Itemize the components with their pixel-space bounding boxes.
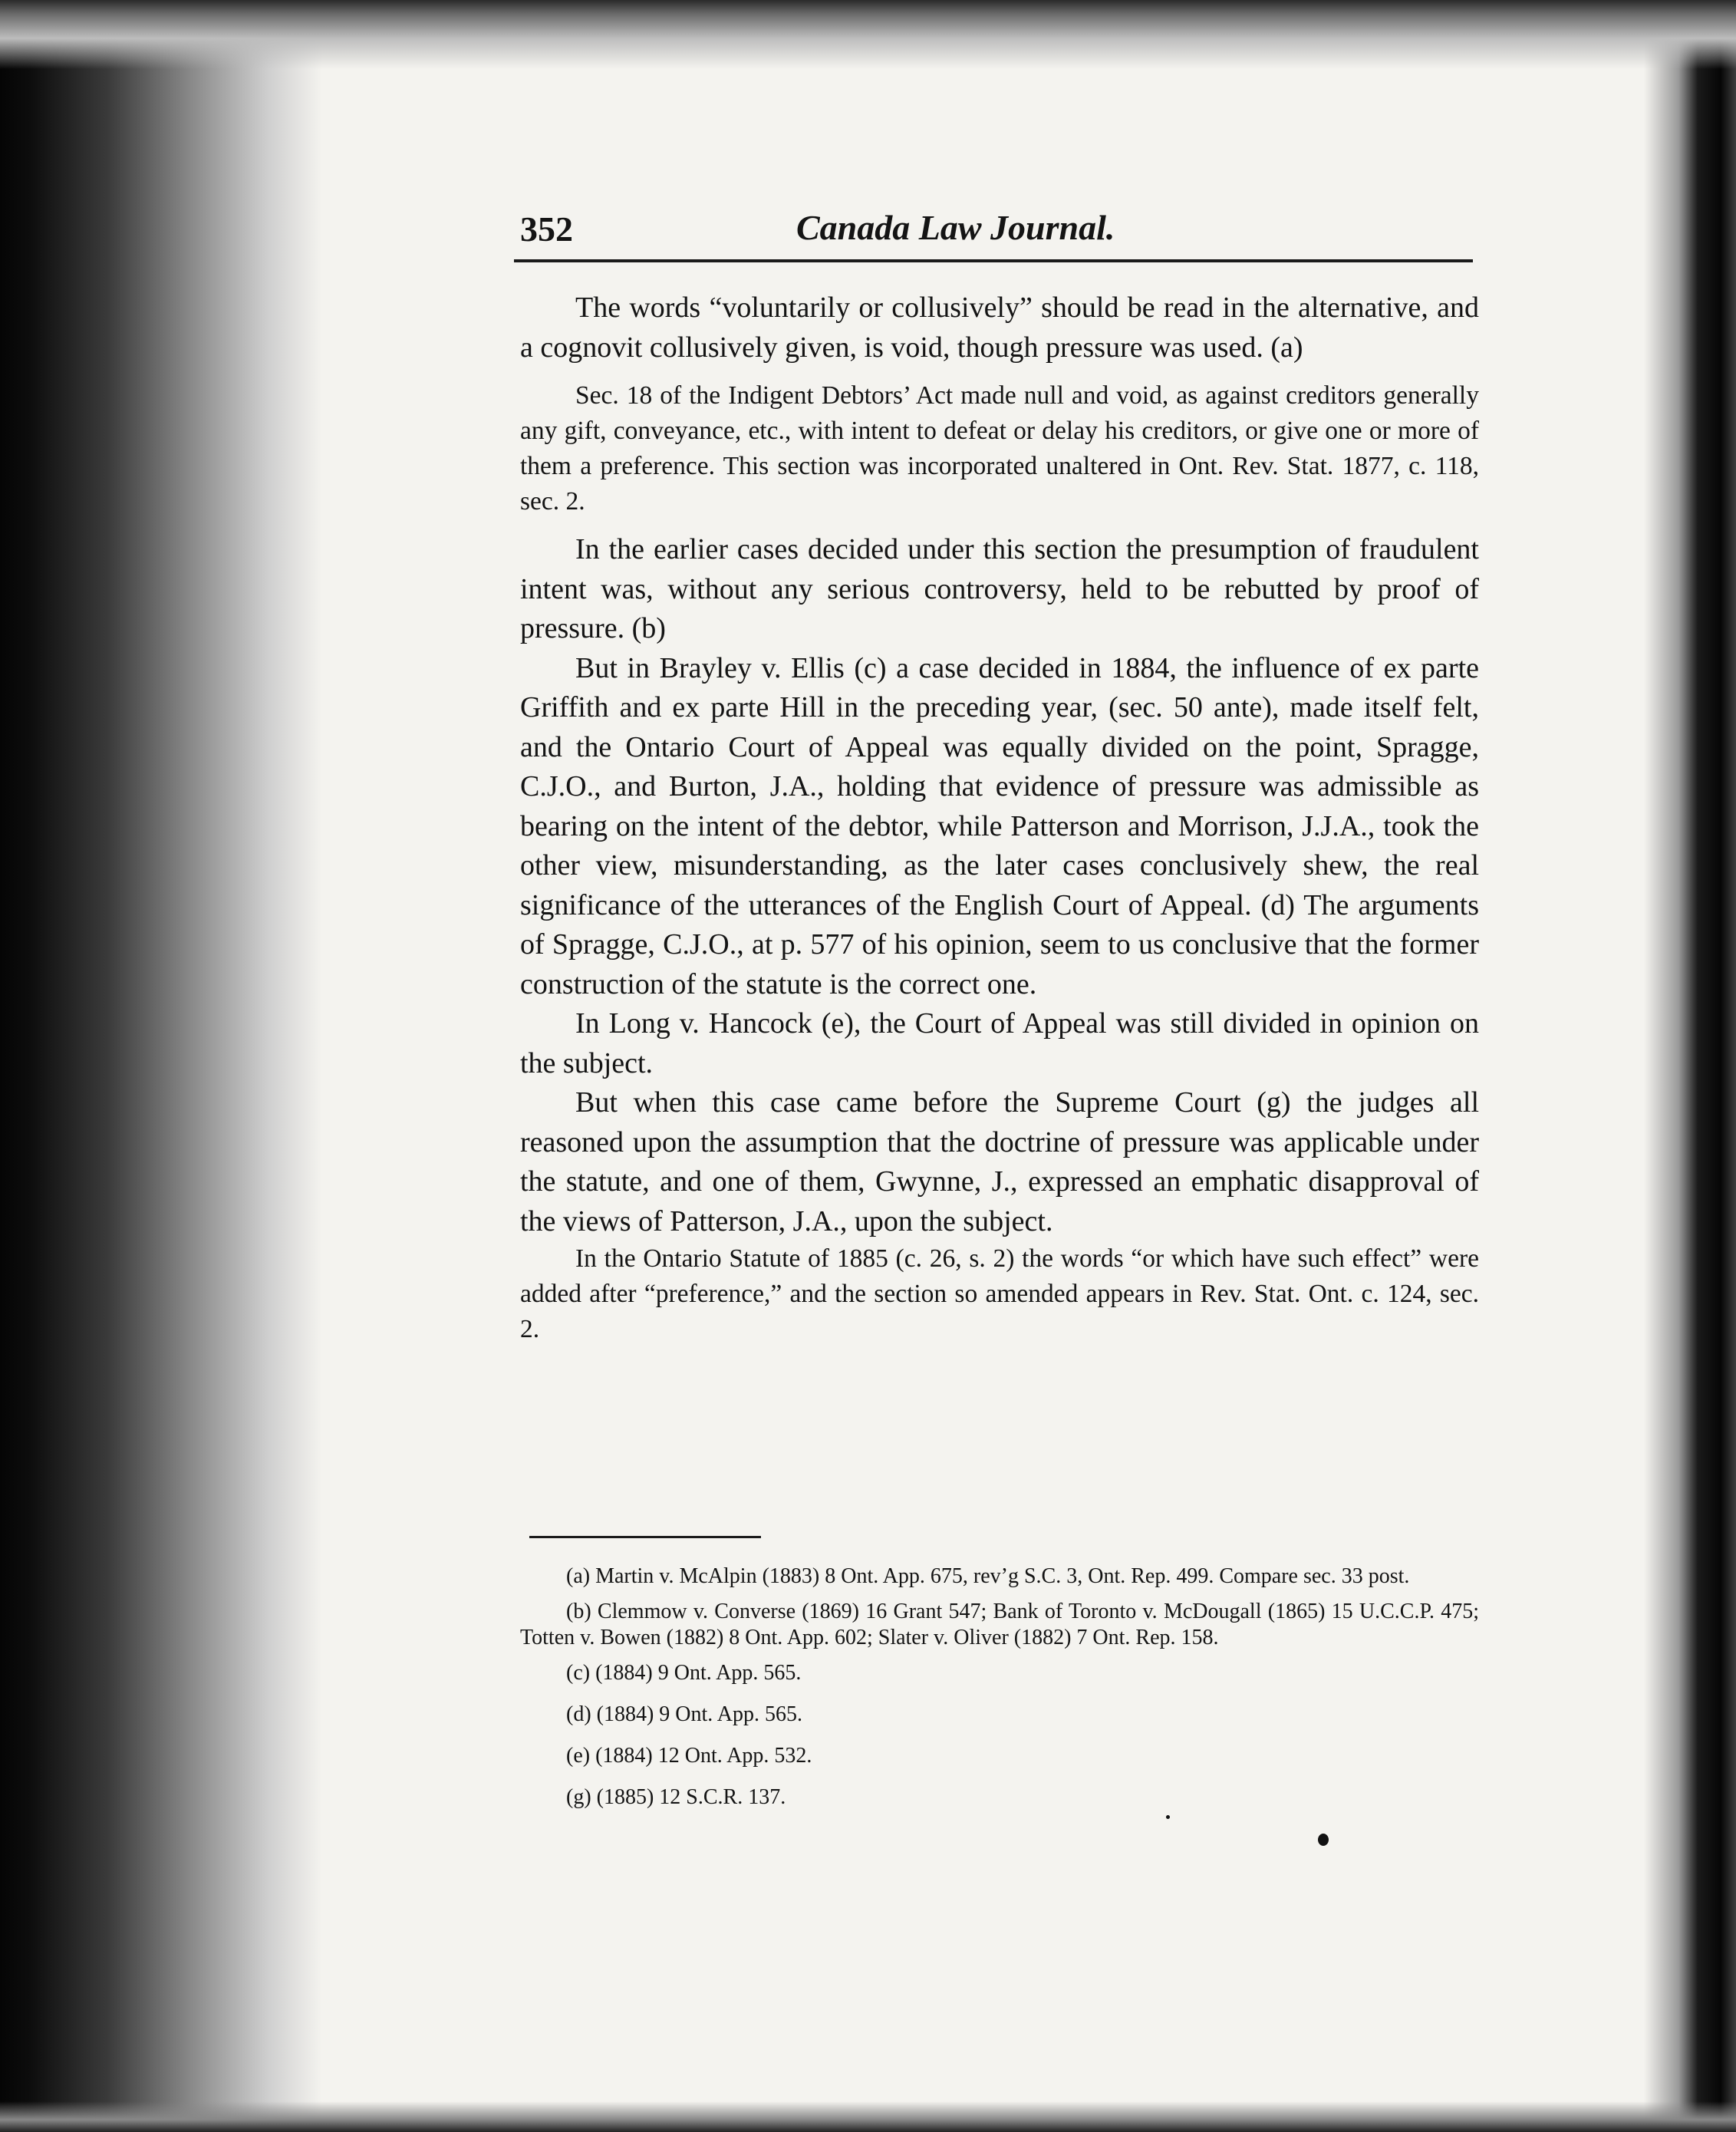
footnote-a: (a) Martin v. McAlpin (1883) 8 Ont. App. 675, rev’g S.C. 3, Ont. Rep. 499. Compare sec. 33 post. <box>566 1564 1410 1588</box>
footnote-e: (e) (1884) 12 Ont. App. 532. <box>566 1744 812 1768</box>
paragraph-6: But when this case came before the Supreme Court (g) the judges all reasoned upon the assumption that the doctrine of pressure was applicable under the statute, and one of them, Gwynne, J., expressed an emphatic disapproval of the views of Patterson, J.A., upon the subject. <box>520 1086 1479 1237</box>
paragraph-4: But in Brayley v. Ellis (c) a case decided in 1884, the influence of ex parte Griffith and ex parte Hill in the preceding year, (sec. 50 ante), made itself felt, and the Ontario Court of Appeal was equally divided on the point, Spragge, C.J.O., and Burton, J.A., holding that evidence of pressure was admissible as bearing on the intent of the debtor, while Patterson and Morrison, J.J.A., took the other view, misunderstanding, as the later cases conclusively shew, the real significance of the utterances of the English Court of Appeal. (d) The arguments of Spragge, C.J.O., at p. 577 of his opinion, seem to us conclusive that the former construction of the statute is the correct one. <box>520 651 1479 1000</box>
footnote-g: (g) (1885) 12 S.C.R. 137. <box>566 1785 786 1809</box>
footnote-d: (d) (1884) 9 Ont. App. 565. <box>566 1702 802 1726</box>
ink-speck <box>1318 1834 1329 1846</box>
paragraph-7: In the Ontario Statute of 1885 (c. 26, s. 2) the words “or which have such effect” were added after “preference,” and the section so amended appears in Rev. Stat. Ont. c. 124, sec. 2. <box>520 1244 1479 1343</box>
ink-speck <box>1166 1815 1170 1819</box>
scan-shadow-left <box>0 0 322 2132</box>
paragraph-5: In Long v. Hancock (e), the Court of Appeal was still divided in opinion on the subject. <box>520 1007 1479 1079</box>
footnote-c: (c) (1884) 9 Ont. App. 565. <box>566 1661 802 1685</box>
scan-shadow-top <box>0 0 1736 69</box>
header-rule <box>514 259 1473 262</box>
footnote-b: (b) Clemmow v. Converse (1869) 16 Grant 547; Bank of Toronto v. McDougall (1865) 15 U.C.C.P. 475; Totten v. Bowen (1882) 8 Ont. App. 602; Slater v. Oliver (1882) 7 Ont. Rep. 158. <box>520 1600 1479 1649</box>
paragraph-1: The words “voluntarily or collusively” should be read in the alternative, and a cognovit collusively given, is void, though pressure was used. (a) <box>520 292 1479 364</box>
page-number: 352 <box>520 209 573 249</box>
paragraph-3: In the earlier cases decided under this section the presumption of fraudulent intent was, without any serious controversy, held to be rebutted by proof of pressure. (b) <box>520 533 1479 644</box>
scan-shadow-right <box>1644 0 1736 2132</box>
journal-title: Canada Law Journal. <box>796 208 1115 247</box>
paragraph-2: Sec. 18 of the Indigent Debtors’ Act made null and void, as against creditors generally any gift, conveyance, etc., with intent to defeat or delay his creditors, or give one or more of them a preference. This section was incorporated unaltered in Ont. Rev. Stat. 1877, c. 118, sec. 2. <box>520 381 1479 516</box>
scan-shadow-bottom <box>0 2101 1736 2132</box>
footnote-rule <box>529 1536 761 1538</box>
footnotes <box>520 1564 1479 1826</box>
running-header <box>520 206 1479 256</box>
body-text <box>520 288 1479 1347</box>
